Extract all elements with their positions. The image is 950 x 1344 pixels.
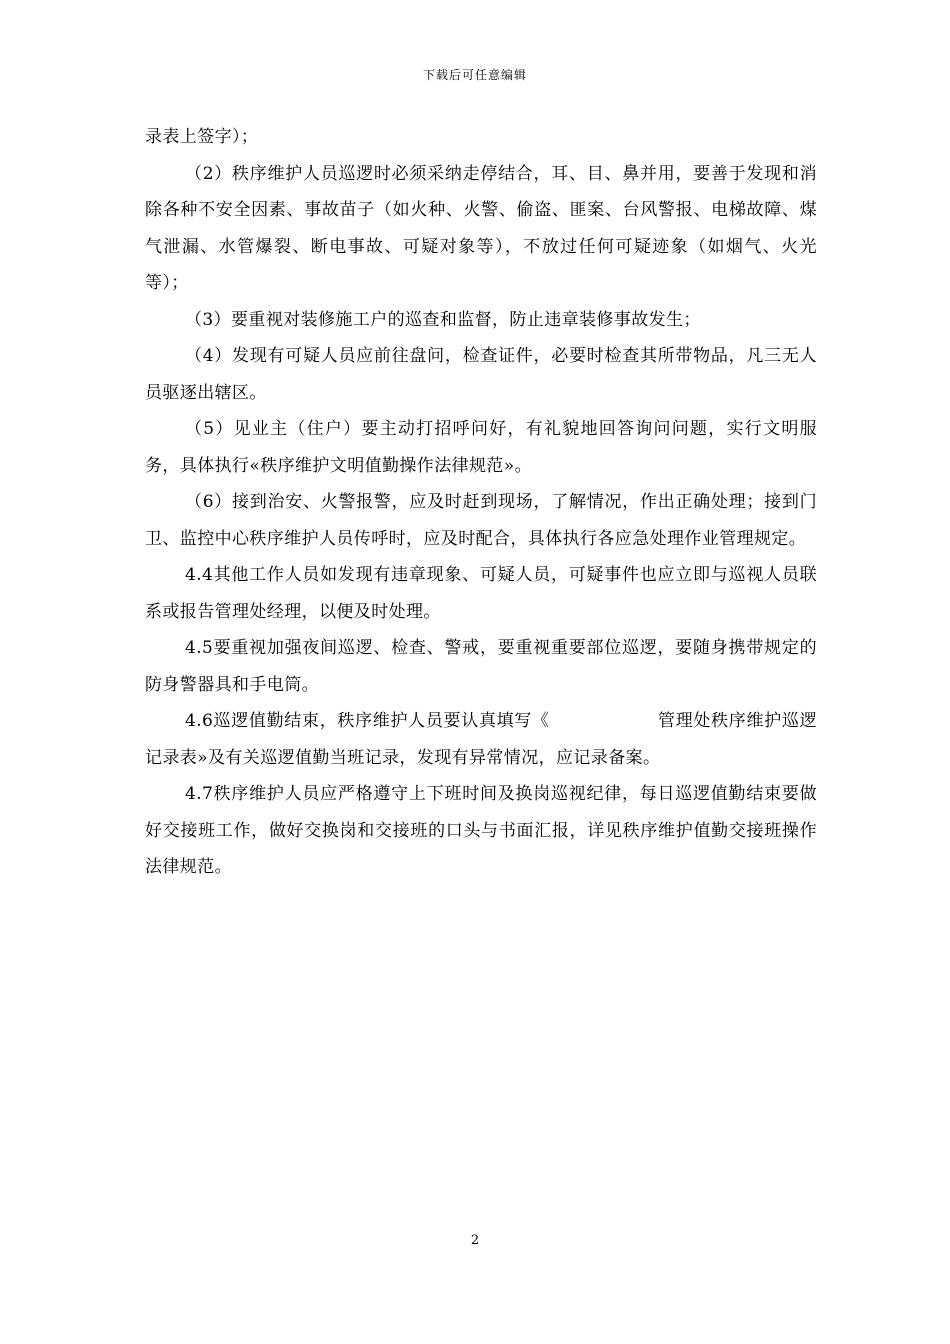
paragraph-item-2: （2）秩序维护人员巡逻时必须采纳走停结合，耳、目、鼻并用，要善于发现和消除各种不安全因素、事故苗子（如火种、火警、偷盗、匪案、台风警报、电梯故障、煤气泄漏、水管爆裂、断电事故、可疑对象等），不放过任何可疑迹象（如烟气、火光等）； [145,163,817,293]
paragraph-item-6: （6）接到治安、火警报警，应及时赶到现场，了解情况，作出正确处理；接到门卫、监控中心秩序维护人员传呼时，应及时配合，具体执行各应急处理作业管理规定。 [145,492,817,549]
paragraph-4-7: 4.7秩序维护人员应严格遵守上下班时间及换岗巡视纪律，每日巡逻值勤结束要做好交接班工作，做好交换岗和交接班的口头与书面汇报，详见秩序维护值勤交接班操作法律规范。 [145,784,817,877]
paragraph-4-6-part1: 4.6巡逻值勤结束，秩序维护人员要认真填写《 [185,711,550,731]
paragraph-item-5: （5）见业主（住户）要主动打招呼问好，有礼貌地回答询问问题，实行文明服务，具体执行«秩序维护文明值勤操作法律规范»。 [145,419,817,476]
paragraph-4-4: 4.4其他工作人员如发现有违章现象、可疑人员，可疑事件也应立即与巡视人员联系或报告管理处经理，以便及时处理。 [145,565,817,622]
paragraph-item-3: （3）要重视对装修施工户的巡查和监督，防止违章装修事故发生； [185,309,701,330]
page-number: 2 [470,1233,480,1248]
paragraph-4-6 [145,703,817,776]
paragraph-4-6-part2: 管理处秩序维护巡逻记录表»及有关巡逻值勤当班记录，发现有异常情况，应记录备案。 [145,711,817,768]
paragraph-item-4: （4）发现有可疑人员应前往盘问，检查证件，必要时检查其所带物品，凡三无人员驱逐出辖区。 [145,346,817,403]
paragraph-4-5: 4.5要重视加强夜间巡逻、检查、警戒，要重视重要部位巡逻，要随身携带规定的防身警器具和手电筒。 [145,638,817,695]
page-header: 下载后可任意编辑 [422,68,527,82]
paragraph-continuation: 录表上签字）； [145,127,259,147]
document-body [145,119,817,886]
